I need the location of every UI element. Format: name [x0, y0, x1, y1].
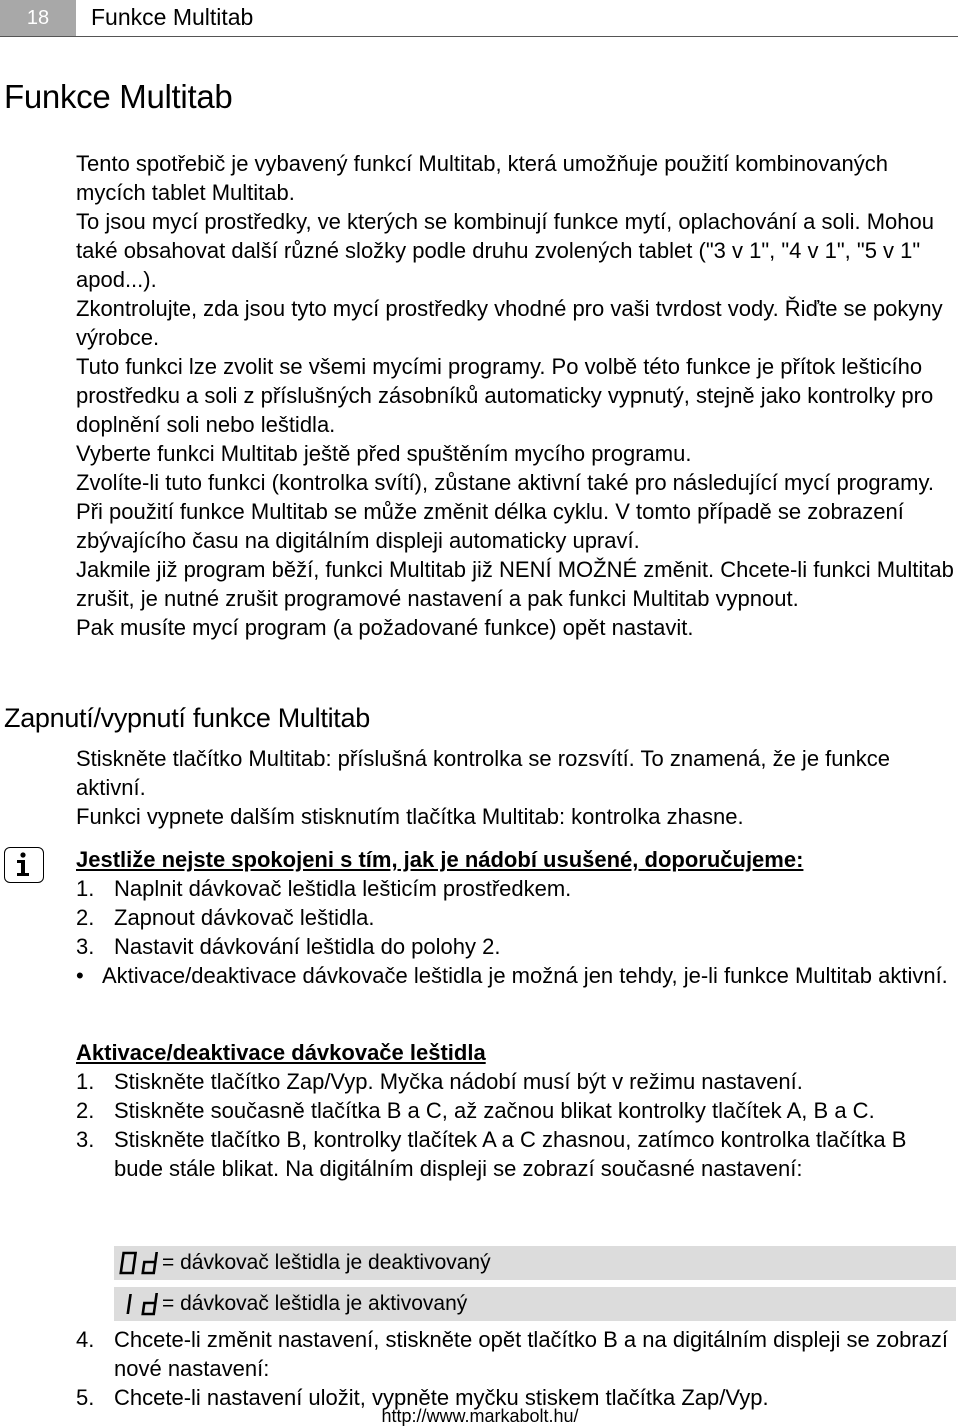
- header-rule: [0, 36, 958, 37]
- list-item: 4. Chcete-li změnit nastavení, stiskněte opět tlačítko B a na digitálním displeji se zobrazí nové nastavení:: [76, 1327, 948, 1381]
- list-item: 3. Nastavit dávkování leštidla do polohy 2.: [76, 934, 501, 959]
- paragraph: Stiskněte tlačítko Multitab: příslušná kontrolka se rozsvítí. To znamená, že je funkce aktivní.: [76, 746, 890, 800]
- display-meaning: = dávkovač leštidla je deaktivovaný: [162, 1251, 491, 1274]
- running-title: Funkce Multitab: [91, 4, 254, 30]
- info-tips: [76, 845, 960, 990]
- list-item: 1. Naplnit dávkovač leštidla lešticím prostředkem.: [76, 876, 572, 901]
- list-item: 1. Stiskněte tlačítko Zap/Vyp. Myčka nádobí musí být v režimu nastavení.: [76, 1069, 803, 1094]
- section1-body: [76, 149, 960, 642]
- list-item: 3. Stiskněte tlačítko B, kontrolky tlačítek A a C zhasnou, zatímco kontrolka tlačítka B bude stále blikat. Na digitálním displeji se zobrazí současné nastavení:: [76, 1127, 907, 1181]
- paragraph: Funkci vypnete dalším stisknutím tlačítka Multitab: kontrolka zhasne.: [76, 804, 744, 829]
- paragraph: To jsou mycí prostředky, ve kterých se kombinují funkce mytí, oplachování a soli. Mohou také obsahovat další různé složky podle druhu zvolených tablet ("3 v 1", "4 v 1", "5 v 1" apod...).: [76, 209, 934, 292]
- list-item: 5. Chcete-li nastavení uložit, vypněte myčku stiskem tlačítka Zap/Vyp.: [76, 1385, 769, 1410]
- section-title-multitab: Funkce Multitab: [4, 78, 233, 115]
- list-item: • Aktivace/deaktivace dávkovače leštidla je možná jen tehdy, je-li funkce Multitab aktivní.: [76, 963, 948, 988]
- paragraph: Vyberte funkci Multitab ještě před spuštěním mycího programu.: [76, 441, 692, 466]
- list-item: 2. Zapnout dávkovač leštidla.: [76, 905, 375, 930]
- footer-url: http://www.markabolt.hu/: [381, 1406, 579, 1426]
- paragraph: Zkontrolujte, zda jsou tyto mycí prostředky vhodné pro vaši tvrdost vody. Řiďte se pokyny výrobce.: [76, 296, 943, 350]
- display-row-deactivated: [114, 1246, 956, 1280]
- paragraph: Zvolíte-li tuto funkci (kontrolka svítí), zůstane aktivní také pro následující mycí programy.: [76, 470, 934, 495]
- paragraph: Při použití funkce Multitab se může změnit délka cyklu. V tomto případě se zobrazení zbývajícího času na digitálním displeji automaticky upraví.: [76, 499, 904, 553]
- info-heading: Jestliže nejste spokojeni s tím, jak je nádobí usušené, doporučujeme:: [76, 847, 804, 872]
- paragraph: Pak musíte mycí program (a požadované funkce) opět nastavit.: [76, 615, 694, 640]
- display-row-activated: [114, 1287, 956, 1321]
- list-item: 2. Stiskněte současně tlačítka B a C, až začnou blikat kontrolky tlačítek A, B a C.: [76, 1098, 875, 1123]
- activation-section: [76, 1038, 960, 1183]
- digital-display-glyph: [118, 1250, 162, 1276]
- section2-body: [76, 744, 960, 831]
- display-meaning: = dávkovač leštidla je aktivovaný: [162, 1292, 468, 1315]
- digital-display-glyph: [118, 1291, 162, 1317]
- paragraph: Tento spotřebič je vybavený funkcí Multitab, která umožňuje použití kombinovaných mycích tablet Multitab.: [76, 151, 888, 205]
- paragraph: Tuto funkci lze zvolit se všemi mycími programy. Po volbě této funkce je přítok lešticího prostředku a soli z příslušných zásobníků automaticky vypnutý, stejně jako kontrolky pro doplnění soli nebo leštidla.: [76, 354, 934, 437]
- info-icon: [4, 847, 44, 883]
- page-header: [0, 0, 960, 38]
- activation-heading: Aktivace/deaktivace dávkovače leštidla: [76, 1040, 486, 1065]
- activation-steps-cont: [76, 1325, 960, 1412]
- page-number: 18: [0, 0, 76, 36]
- section-title-toggle-multitab: Zapnutí/vypnutí funkce Multitab: [4, 703, 370, 733]
- paragraph: Jakmile již program běží, funkci Multitab již NENÍ MOŽNÉ změnit. Chcete-li funkci Multitab zrušit, je nutné zrušit programové nastavení a pak funkci Multitab vypnout.: [76, 557, 954, 611]
